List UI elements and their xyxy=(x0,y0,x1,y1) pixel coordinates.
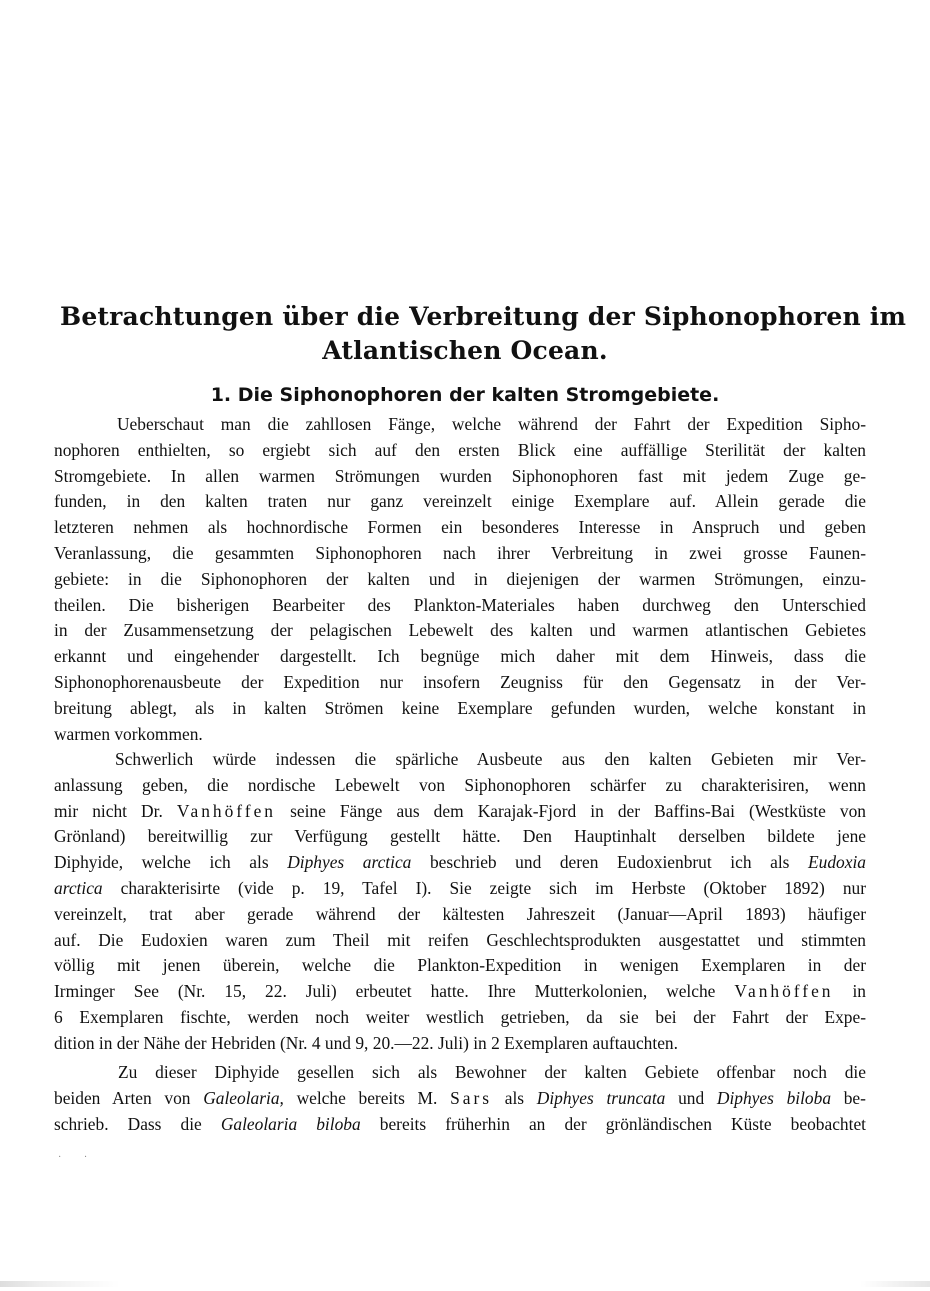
paragraph-3 xyxy=(54,1060,866,1137)
text-line: dition in der Nähe der Hebriden (Nr. 4 und 9, 20.—22. Juli) in 2 Exemplaren auftauchten. xyxy=(54,1032,678,1053)
text-line: völlig mit jenen überein, welche die Plankton-Expedition in wenigen Exemplaren in der xyxy=(54,955,866,976)
text-line xyxy=(54,799,866,825)
text-line: vereinzelt, trat aber gerade während der kältesten Jahreszeit (Januar—April 1893) häufiger xyxy=(54,903,866,924)
section-heading: 1. Die Siphonophoren der kalten Stromgebiete. xyxy=(210,384,720,406)
text-line: Ueberschaut man die zahllosen Fänge, welche während der Fahrt der Expedition Sipho- xyxy=(117,414,866,434)
text-line: in der Zusammensetzung der pelagischen Lebewelt des kalten und warmen atlantischen Gebietes xyxy=(54,620,866,641)
page-title-line-1: Betrachtungen über die Verbreitung der Siphonophoren im xyxy=(60,302,907,331)
species-name: Diphyes truncata xyxy=(536,1087,666,1108)
species-name: Eudoxia xyxy=(808,852,866,873)
paragraph-1 xyxy=(54,412,866,747)
text-line: auf. Die Eudoxien waren zum Theil mit reifen Geschlechtsprodukten ausgestattet und stimmten xyxy=(54,929,866,950)
text-line: Veranlassung, die gesammten Siphonophoren nach ihrer Verbreitung in zwei grosse Faunen- xyxy=(54,542,866,563)
text-line: theilen. Die bisherigen Bearbeiter des Plankton-Materiales haben durchweg den Unterschied xyxy=(54,594,866,615)
text-line: Grönland) bereitwillig zur Verfügung gestellt hätte. Den Hauptinhalt derselben bildete jene xyxy=(54,826,866,847)
species-name: Diphyes biloba xyxy=(716,1087,832,1108)
text-run: Diphyide, welche ich als xyxy=(54,852,269,873)
text-line: Siphonophorenausbeute der Expedition nur insofern Zeugniss für den Gegensatz in der Ver- xyxy=(54,671,866,692)
species-name: arctica xyxy=(54,877,103,898)
text-line: Schwerlich würde indessen die spärliche Ausbeute aus den kalten Gebieten mir Ver- xyxy=(115,749,866,769)
text-line: gebiete: in die Siphonophoren der kalten und in diejenigen der warmen Strömungen, einzu- xyxy=(54,568,866,589)
text-line: breitung ablegt, als in kalten Strömen keine Exemplare gefunden wurden, welche konstant in xyxy=(54,697,866,718)
text-run: in xyxy=(852,981,866,1002)
text-run: Irminger See (Nr. 15, 22. Juli) erbeutet hatte. Ihre Mutterkolonien, welche xyxy=(54,981,716,1002)
text-line xyxy=(54,1112,866,1138)
text-line xyxy=(54,876,866,902)
page-title-line-2: Atlantischen Ocean. xyxy=(322,336,608,365)
genus-name: Galeolaria, xyxy=(203,1087,284,1108)
text-line: anlassung geben, die nordische Lebewelt von Siphonophoren schärfer zu charakterisiren, wenn xyxy=(54,774,866,795)
author-name: Sars xyxy=(450,1087,493,1108)
text-run: als xyxy=(504,1087,525,1108)
species-name: Diphyes arctica xyxy=(287,852,412,873)
author-name: Vanhöffen xyxy=(176,800,276,821)
text-run: mir nicht Dr. xyxy=(54,800,163,821)
text-run: welche bereits M. xyxy=(296,1087,438,1108)
text-run: seine Fänge aus dem Karajak-Fjord in der Baffins-Bai (Westküste von xyxy=(290,800,866,821)
text-line xyxy=(54,1086,866,1112)
text-line: letzteren nehmen als hochnordische Formen ein besonderes Interesse in Anspruch und geben xyxy=(54,517,866,538)
text-run: beschrieb und deren Eudoxienbrut ich als xyxy=(429,852,790,873)
species-name: Galeolaria biloba xyxy=(220,1113,361,1134)
scan-specks: · · xyxy=(58,1152,98,1163)
author-name: Vanhöffen xyxy=(734,981,834,1002)
text-line: Zu dieser Diphyide gesellen sich als Bewohner der kalten Gebiete offenbar noch die xyxy=(118,1062,866,1082)
text-run: beiden Arten von xyxy=(54,1087,191,1108)
text-line: nophoren enthielten, so ergiebt sich auf den ersten Blick eine auffällige Sterilität der kalten xyxy=(54,439,866,460)
scan-edge-noise xyxy=(0,1281,930,1287)
text-run: schrieb. Dass die xyxy=(54,1113,202,1134)
text-line: funden, in den kalten traten nur ganz vereinzelt einige Exemplare auf. Allein gerade die xyxy=(54,491,866,512)
text-run: und xyxy=(678,1087,705,1108)
text-line xyxy=(54,850,866,876)
text-line: 6 Exemplaren fischte, werden noch weiter westlich getrieben, da sie bei der Fahrt der Expe- xyxy=(54,1006,866,1027)
text-line: Stromgebiete. In allen warmen Strömungen wurden Siphonophoren fast mit jedem Zuge ge- xyxy=(54,465,866,486)
text-line xyxy=(54,979,866,1005)
paragraph-2 xyxy=(54,747,866,1057)
text-line: erkannt und eingehender dargestellt. Ich begnüge mich daher mit dem Hinweis, dass die xyxy=(54,646,866,667)
text-run: be- xyxy=(843,1087,866,1108)
text-run: bereits früherhin an der grönländischen Küste beobachtet xyxy=(379,1113,866,1134)
text-line: warmen vorkommen. xyxy=(54,723,203,744)
text-run: charakterisirte (vide p. 19, Tafel I). Sie zeigte sich im Herbste (Oktober 1892) nur xyxy=(120,877,866,898)
